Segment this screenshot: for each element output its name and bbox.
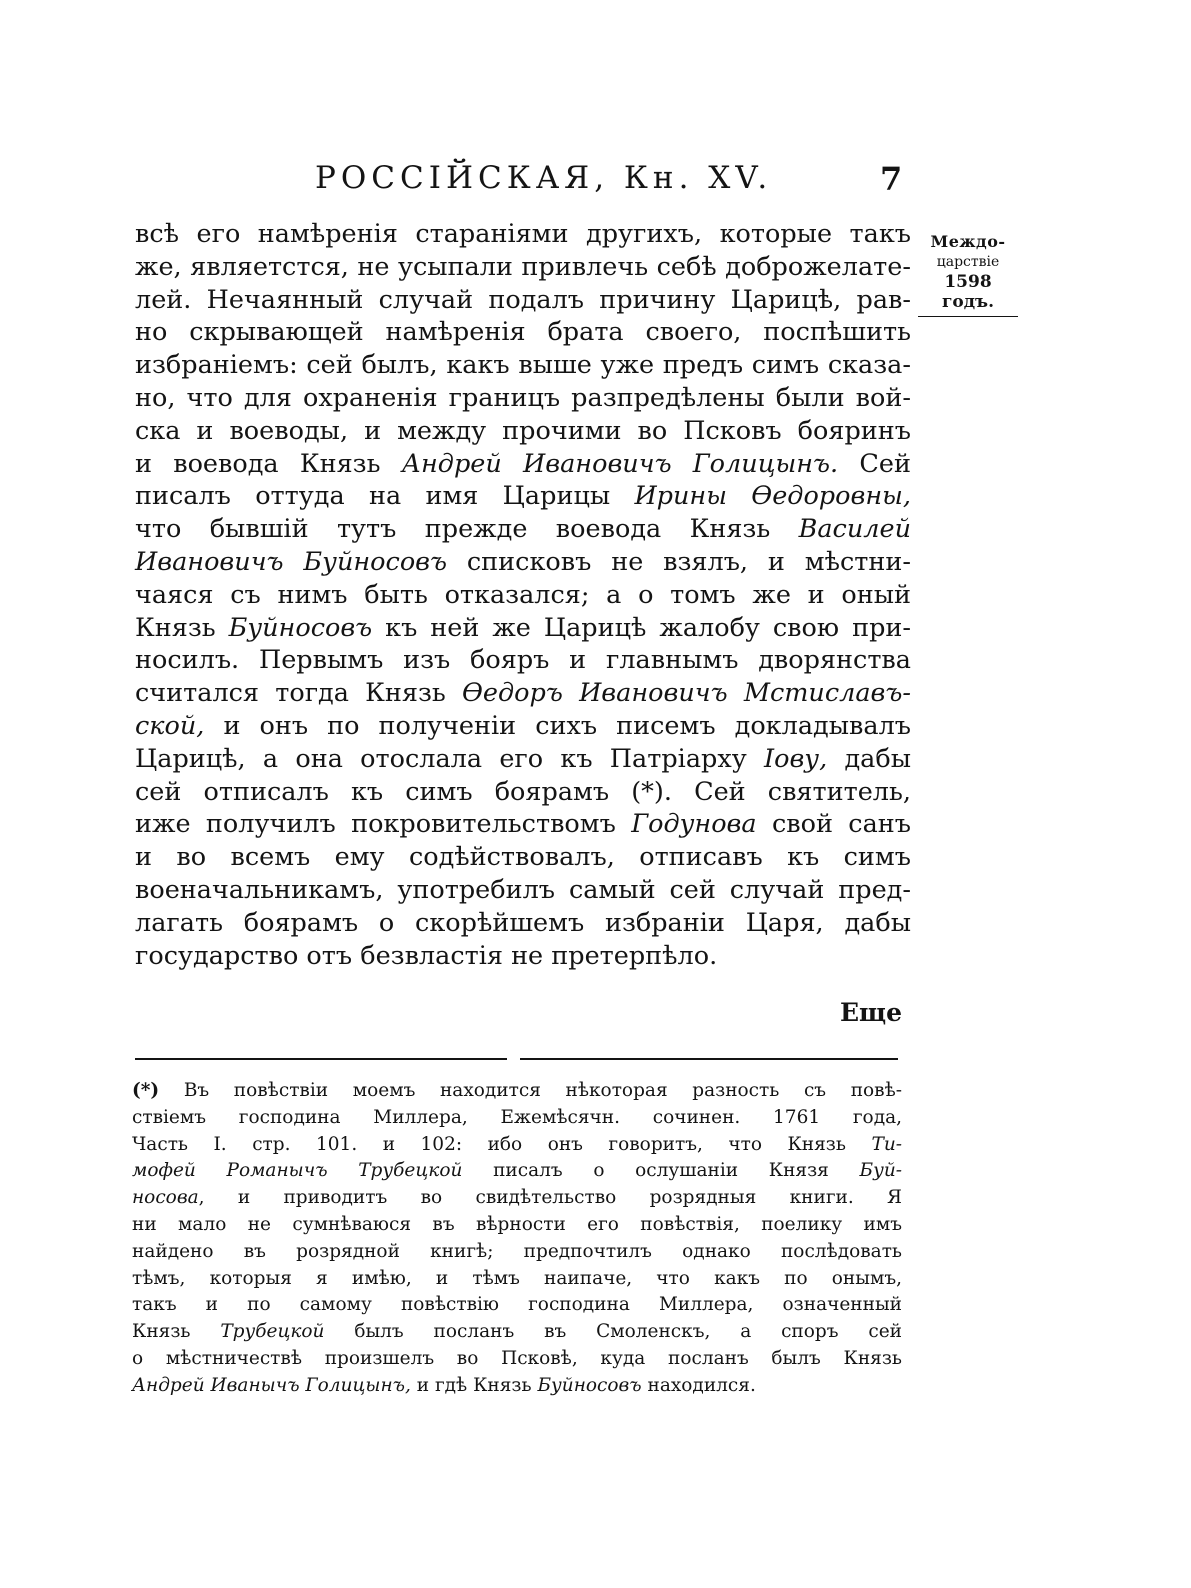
- text-run: лагать боярамъ о скорѣйшемъ избраніи Царя, дабы: [135, 907, 911, 938]
- text-run: былъ посланъ въ Смоленскъ, а споръ сей: [324, 1321, 902, 1343]
- text-line: [135, 841, 911, 874]
- text-line: [135, 415, 911, 448]
- text-run: же, являетстся, не усыпали привлечь себѣ доброжелате-: [135, 251, 911, 282]
- catchword: Еще: [840, 998, 903, 1027]
- text-line: [132, 1373, 902, 1400]
- text-run: ска и воеводы, и между прочими во Псковъ бояринъ: [135, 415, 911, 446]
- text-line: [135, 349, 911, 382]
- margin-note: [916, 232, 1020, 317]
- italic-name: Буй-: [859, 1160, 903, 1182]
- text-line: [135, 218, 911, 251]
- text-run: но, что для охраненія границъ разпредѣлены были вой-: [135, 382, 911, 413]
- text-run: писалъ о ослушаніи Князя: [462, 1160, 860, 1182]
- text-line: [135, 644, 911, 677]
- text-run: къ ней же Царицѣ жалобу свою при-: [372, 612, 912, 643]
- text-line: [135, 612, 911, 645]
- text-line: [135, 743, 911, 776]
- running-title: РОССІЙСКАЯ, Кн. XV.: [315, 160, 773, 196]
- text-run: , и приводитъ во свидѣтельство розрядныя книги. Я: [198, 1187, 902, 1209]
- text-run: считался тогда Князь: [135, 678, 463, 709]
- italic-name: Андрей Ивановичъ Голицынъ.: [401, 448, 839, 479]
- italic-name: ской,: [135, 710, 205, 741]
- text-line: [135, 546, 911, 579]
- text-run: избраніемъ: сей былъ, какъ выше уже предъ симъ сказа-: [135, 350, 911, 381]
- italic-name: Ѳедоръ Ивановичъ Мстиславъ-: [462, 678, 912, 709]
- text-line: [132, 1319, 902, 1346]
- text-run: такъ и по самому повѣствію господина Миллера, означенный: [132, 1294, 902, 1316]
- margin-note-rule: [918, 316, 1018, 317]
- text-line: [132, 1078, 902, 1105]
- page-number: 7: [880, 160, 903, 198]
- italic-name: Василей: [798, 514, 911, 545]
- text-run: но скрывающей намѣренія брата своего, поспѣшить: [135, 317, 911, 348]
- text-run: и онъ по полученіи сихъ писемъ докладывалъ: [204, 710, 911, 741]
- text-run: чаяся съ нимъ быть отказался; а о томъ же и оный: [135, 579, 911, 610]
- text-run: всѣ его намѣренія стараніями другихъ, которые такъ: [135, 219, 911, 249]
- italic-name: Буйносовъ: [537, 1374, 642, 1396]
- page-header: [140, 160, 910, 210]
- text-run: ни мало не сумнѣваюся въ вѣрности его повѣствія, поелику имъ: [132, 1213, 902, 1235]
- text-line: [132, 1266, 902, 1293]
- text-run: свой санъ: [756, 809, 911, 840]
- margin-note-line: Междо-: [930, 232, 1006, 251]
- text-line: [132, 1346, 902, 1373]
- italic-name: Андрей Иванычъ Голицынъ,: [132, 1374, 411, 1396]
- text-run: носилъ. Первымъ изъ бояръ и главнымъ дворянства: [135, 645, 911, 676]
- text-run: тѣмъ, которыя я имѣю, и тѣмъ наипаче, что какъ по онымъ,: [132, 1267, 902, 1289]
- italic-name: Іову,: [764, 743, 828, 774]
- italic-name: носова: [132, 1187, 199, 1209]
- margin-note-line: царствіе: [936, 254, 1000, 270]
- italic-name: Ти-: [871, 1133, 902, 1155]
- footnote-separator: [135, 1058, 507, 1060]
- footnote: [132, 1078, 902, 1400]
- text-run: что бывшій тутъ прежде воевода Князь: [135, 514, 799, 545]
- text-line: [135, 382, 911, 415]
- text-run: и воевода Князь: [135, 448, 402, 479]
- footnote-mark: (*): [132, 1080, 160, 1101]
- text-line: [132, 1212, 902, 1239]
- text-line: [132, 1105, 902, 1132]
- text-line: [135, 940, 911, 973]
- text-line: [135, 480, 911, 513]
- text-line: [135, 579, 911, 612]
- italic-name: Буйносовъ: [228, 612, 373, 643]
- text-line: [135, 710, 911, 743]
- text-run: Сей: [838, 448, 911, 479]
- text-line: [132, 1132, 902, 1159]
- text-run: Часть I. стр. 101. и 102: ибо онъ говоритъ, что Князь: [132, 1133, 872, 1155]
- text-run: Царицѣ, а она отослала его къ Патріарху: [135, 743, 765, 774]
- text-line: [135, 808, 911, 841]
- footnote-separator: [520, 1058, 898, 1060]
- italic-name: Годунова: [631, 809, 757, 840]
- text-line: [135, 513, 911, 546]
- text-line: [135, 776, 911, 809]
- text-run: найдено въ розрядной книгѣ; предпочтилъ однако послѣдовать: [132, 1240, 902, 1262]
- text-run: и во всемъ ему содѣйствовалъ, отписавъ къ симъ: [135, 842, 911, 873]
- italic-name: мофей Романычъ Трубецкой: [132, 1160, 463, 1182]
- text-run: государство отъ безвластія не претерпѣло.: [135, 940, 718, 971]
- main-text: [135, 218, 911, 972]
- text-run: находился.: [641, 1374, 756, 1396]
- text-run: иже получилъ покровительствомъ: [135, 809, 632, 840]
- text-run: и гдѣ Князь: [410, 1374, 538, 1396]
- margin-note-year: 1598 годъ.: [941, 272, 995, 312]
- text-run: Въ повѣствіи моемъ находится нѣкоторая разность съ повѣ-: [183, 1080, 902, 1101]
- text-line: [132, 1158, 902, 1185]
- italic-name: Трубецкой: [220, 1321, 325, 1343]
- italic-name: Ирины Ѳедоровны,: [634, 481, 911, 512]
- italic-name: Ивановичъ Буйносовъ: [135, 546, 448, 577]
- text-line: [135, 448, 911, 481]
- text-run: списковъ не взялъ, и мѣстни-: [447, 546, 911, 577]
- text-line: [135, 251, 911, 284]
- text-run: лей. Нечаянный случай подалъ причину Царицѣ, рав-: [135, 284, 911, 315]
- text-line: [135, 677, 911, 710]
- text-line: [132, 1185, 902, 1212]
- text-run: сей отписалъ къ симъ боярамъ (*). Сей святитель,: [135, 776, 911, 807]
- text-line: [135, 316, 911, 349]
- text-line: [132, 1239, 902, 1266]
- text-line: [135, 874, 911, 907]
- text-run: писалъ оттуда на имя Царицы: [135, 481, 635, 512]
- text-run: Князь: [135, 612, 229, 643]
- text-run: военачальникамъ, употребилъ самый сей случай пред-: [135, 874, 911, 905]
- text-run: ствіемъ господина Миллера, Ежемѣсячн. сочинен. 1761 года,: [132, 1106, 902, 1128]
- text-run: Князь: [132, 1321, 221, 1343]
- text-line: [135, 907, 911, 940]
- text-line: [135, 284, 911, 317]
- text-line: [132, 1292, 902, 1319]
- text-run: о мѣстничествѣ произшелъ во Псковѣ, куда посланъ былъ Князь: [132, 1347, 902, 1369]
- text-run: дабы: [827, 743, 911, 774]
